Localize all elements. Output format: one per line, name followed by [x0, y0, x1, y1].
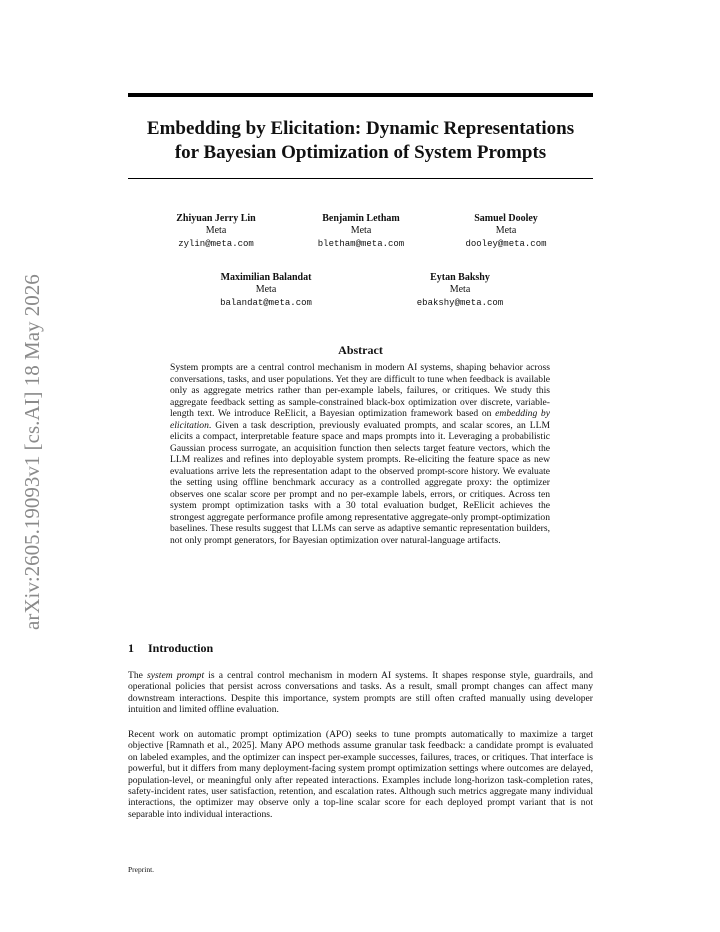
- abstract-heading: Abstract: [338, 343, 383, 357]
- author-affiliation: Meta: [205, 225, 227, 236]
- section-heading: [128, 641, 213, 656]
- author-block: [426, 213, 586, 250]
- author-name: Benjamin Letham: [322, 213, 400, 224]
- title-rule-bottom: [128, 178, 593, 179]
- author-email: bletham@meta.com: [317, 239, 405, 249]
- author-affiliation: Meta: [449, 284, 471, 295]
- title-line-2: for Bayesian Optimization of System Prompts: [174, 142, 547, 163]
- paragraph: Recent work on automatic prompt optimization (APO) seeks to tune prompts automatically to maximize a target objective [Ramnath et al., 2025]. Many APO methods assume granular task feedback: a candidate prompt is evaluated on labeled examples, and the optimizer can inspect per-example successes, failures, traces, or critiques. That interface is powerful, but it differs from many deployment-facing system prompt optimization settings where outcomes are delayed, population-level, or meaningful only after repeated interactions. Examples include long-horizon task-completion rates, safety-incident rates, user satisfaction, retention, and escalation rates. Although such metrics aggregate many individual interactions, the optimizer may observe only a top-line scalar score for each deployed prompt variant that is not separable into individual interactions.: [128, 729, 593, 820]
- author-block: [281, 213, 441, 250]
- arxiv-identifier: arXiv:2605.19093v1 [cs.AI] 18 May 2026: [20, 274, 44, 630]
- author-affiliation: Meta: [350, 225, 372, 236]
- abstract-text: [170, 362, 550, 546]
- author-affiliation: Meta: [495, 225, 517, 236]
- author-name: Samuel Dooley: [474, 213, 538, 224]
- abstract-emphasis: embedding by elicitation: [170, 408, 550, 431]
- author-affiliation: Meta: [255, 284, 277, 295]
- abstract-text-part: . Given a task description, previously evaluated prompts, and scalar scores, an LLM elicits a compact, interpretable feature space and maps prompts into it. Leveraging a probabilistic Gaussian process surrogate, an acquisition function then selects target feature vectors, which the LLM realizes and refines into deployable system prompts. Re-eliciting the feature space as new evaluations arrive lets the representation adapt to the observed prompt-score history. We evaluate the setting using offline benchmark accuracy as a controlled aggregate proxy: the optimizer observes one scalar score per prompt and no per-example labels, errors, or critiques. Across ten system prompt optimization tasks with a 30 total evaluation budget, ReElicit achieves the strongest aggregate performance profile among representative aggregate-only prompt-optimization baselines. These results suggest that LLMs can serve as adaptive semantic representation builders, not only prompt generators, for Bayesian optimization over natural-language artifacts.: [170, 419, 550, 546]
- section-title: Introduction: [148, 641, 214, 655]
- author-email: dooley@meta.com: [465, 239, 547, 249]
- section-number: 1: [128, 641, 134, 655]
- author-name: Maximilian Balandat: [220, 272, 312, 283]
- author-block: [136, 213, 296, 250]
- author-name: Zhiyuan Jerry Lin: [176, 213, 256, 224]
- paragraph-text: is a central control mechanism in modern AI systems. It shapes response style, guardrails, and operational policies that persist across conversations and tasks. As a result, small prompt changes can affect many downstream interactions. Despite this importance, system prompts are still often crafted manually using developer intuition and limited offline evaluation.: [128, 670, 593, 716]
- author-email: balandat@meta.com: [220, 298, 312, 308]
- title-line-1: Embedding by Elicitation: Dynamic Representations: [146, 118, 575, 139]
- author-name: Eytan Bakshy: [430, 272, 490, 283]
- title-rule-top: [128, 93, 593, 97]
- footer-note: Preprint.: [128, 865, 155, 874]
- author-block: [380, 272, 540, 309]
- author-email: zylin@meta.com: [178, 239, 254, 249]
- abstract-text-part: System prompts are a central control mechanism in modern AI systems, shaping behavior across conversations, tasks, and user populations. Yet they are difficult to tune when feedback is available only as aggregate metrics rather than per-example labels, failures, or critiques. We study this aggregate feedback setting as sample-constrained black-box optimization over discrete, variable-length text. We introduce ReElicit, a Bayesian optimization framework based on: [170, 362, 550, 419]
- paper-title: [128, 117, 593, 165]
- paragraph-text: The: [128, 670, 148, 681]
- author-email: ebakshy@meta.com: [416, 298, 504, 308]
- paragraph: [128, 670, 593, 716]
- paragraph-emphasis: system prompt: [147, 670, 205, 681]
- author-block: [186, 272, 346, 309]
